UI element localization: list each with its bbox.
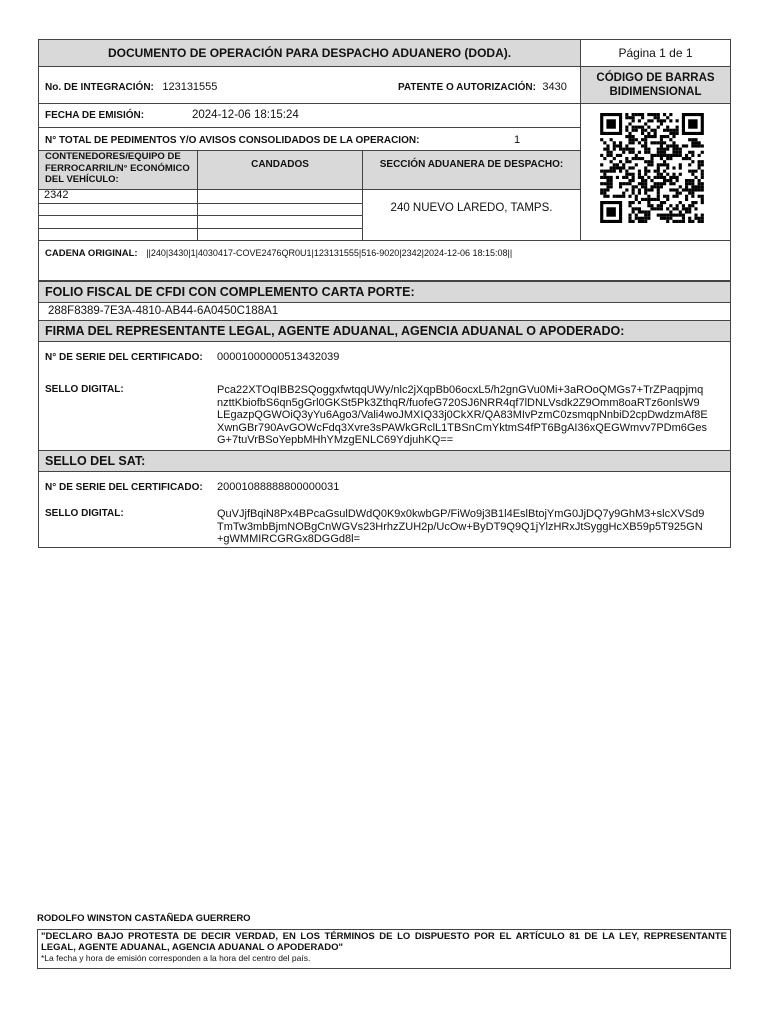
- sat-serie-label: N° DE SERIE DEL CERTIFICADO:: [45, 482, 203, 493]
- total-pedimentos-label: N° TOTAL DE PEDIMENTOS Y/O AVISOS CONSOLIDADOS DE LA OPERACION:: [45, 135, 420, 146]
- patente-label: PATENTE O AUTORIZACIÓN:: [398, 82, 536, 93]
- contenedor-value: 2342: [44, 189, 69, 201]
- declaration-text: "DECLARO BAJO PROTESTA DE DECIR VERDAD, EN LOS TÉRMINOS DE LO DISPUESTO POR EL ARTÍCULO 81 DE LA LEY, REPRESENTANTE LEGAL, AGENTE ADUANAL, AGENCIA ADUANAL O APODERADO": [41, 931, 727, 953]
- firma-sello-line: LEgazpQGWOiQ3yYu6Ago3/Vali4woJMXIQ33j0CkXR/QA83MIvPzmC0zsmqpNnbiD2cpDwdzmAf8E: [217, 409, 708, 421]
- folio-value: 288F8389-7E3A-4810-AB44-6A0450C188A1: [48, 305, 279, 317]
- firma-sello-line: XwnGBr790AvGOWcFdq3Xvre3sPAWkGRclL1TBSnCmYktmS4fPT6BgAI36xQEGWmvv7PDm6Ges: [217, 421, 708, 434]
- patente-field: [398, 77, 567, 95]
- fecha-label: FECHA DE EMISIÓN:: [45, 110, 145, 121]
- patente-value: 3430: [542, 81, 567, 93]
- sat-sello-line: TmTw3mbBjmNOBgCnWGVs23HrhzZUH2p/UcOw+ByDT9Q9Q1jYlzHRxJtSyggHcXB59p5T925GN: [217, 520, 703, 533]
- sat-sello-label: SELLO DIGITAL:: [45, 508, 124, 519]
- cadena-label: CADENA ORIGINAL:: [45, 248, 138, 259]
- sat-sello-line: +gWMMIRCGRGx8DGGd8l=: [217, 533, 361, 545]
- sat-title: SELLO DEL SAT:: [38, 450, 731, 472]
- total-pedimentos-value: 1: [514, 134, 521, 146]
- firma-sello-line: G+7tuVrBSoYepbMHhYMzgENLC69YdjuhKQ==: [217, 434, 454, 446]
- cadena-field: [45, 248, 512, 259]
- firma-sello-line: Pca22XTOqIBB2SQoggxfwtqqUWy/nlc2jXqpBb06ocxL5/h2gnGVu0Mi+3aROoQMGs7+TrZPaqpjmq: [217, 384, 704, 396]
- declaration-note: *La fecha y hora de emisión corresponden a la hora del centro del país.: [41, 953, 311, 963]
- qr-code-icon: [600, 113, 704, 223]
- document-title: DOCUMENTO DE OPERACIÓN PARA DESPACHO ADUANERO (DODA).: [39, 40, 580, 66]
- integracion-label: No. DE INTEGRACIÓN:: [45, 82, 154, 93]
- integracion-value: 123131555: [162, 81, 218, 93]
- seccion-value: 240 NUEVO LAREDO, TAMPS.: [390, 202, 553, 214]
- table-col-contenedores: CONTENEDORES/EQUIPO DE FERROCARRIL/N° ECONÓMICO DEL VEHÍCULO:: [45, 151, 190, 185]
- barcode-title: CÓDIGO DE BARRAS BIDIMENSIONAL: [581, 67, 730, 103]
- firma-serie-value: 00001000000513432039: [217, 351, 340, 363]
- sat-sello-value: [217, 508, 727, 546]
- firma-sello-line: nzttKbiofbS6qn5gGrl0GKSt5Pk3ZthqR/fuofeG720SJ6NRR4qf7lDNLVsdk2Z9Omm8oaRTz6onlsW9: [217, 396, 700, 409]
- firma-title: FIRMA DEL REPRESENTANTE LEGAL, AGENTE ADUANAL, AGENCIA ADUANAL O APODERADO:: [38, 320, 731, 342]
- firma-serie-label: N° DE SERIE DEL CERTIFICADO:: [45, 352, 203, 363]
- fecha-value: 2024-12-06 18:15:24: [192, 109, 299, 121]
- sat-sello-line: QuVJjfBqiN8Px4BPcaGsulDWdQ0K9x0kwbGP/FiWo9j3B1l4EslBtojYmG0JjDQ7y9GhM3+slcXVSd9: [217, 508, 705, 520]
- sat-serie-value: 20001088888800000031: [217, 481, 340, 493]
- folio-title: FOLIO FISCAL DE CFDI CON COMPLEMENTO CARTA PORTE:: [38, 281, 731, 303]
- table-col-seccion: SECCIÓN ADUANERA DE DESPACHO:: [379, 158, 564, 170]
- integracion-field: [45, 77, 217, 95]
- firma-sello-value: [217, 384, 727, 447]
- table-col-candados: CANDADOS: [251, 158, 309, 170]
- declaration-box: [37, 929, 731, 969]
- firma-sello-label: SELLO DIGITAL:: [45, 384, 124, 395]
- page-number: Página 1 de 1: [618, 46, 693, 60]
- signer-name: RODOLFO WINSTON CASTAÑEDA GUERRERO: [37, 913, 251, 924]
- cadena-value: ||240|3430|1|4030417-COVE2476QR0U1|123131555|516-9020|2342|2024-12-06 18:15:08||: [146, 248, 513, 258]
